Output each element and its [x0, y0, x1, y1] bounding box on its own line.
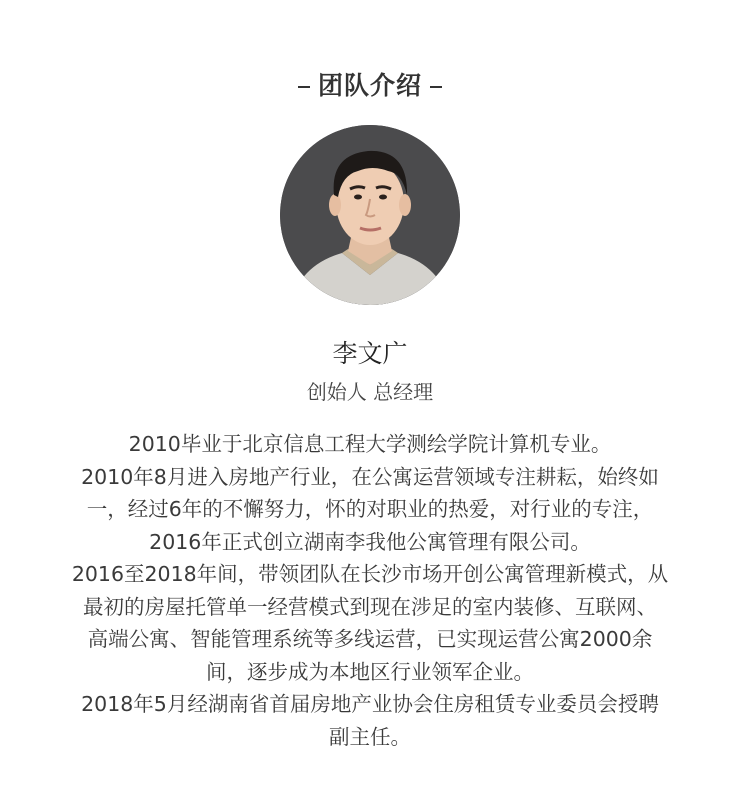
person-name: 李文广	[332, 339, 408, 368]
person-role: 创始人 总经理	[306, 380, 434, 404]
bio-line: 一，经过6年的不懈努力，怀的对职业的热爱，对行业的专注，	[86, 497, 654, 521]
header-dash-left	[298, 86, 310, 88]
section-header	[0, 66, 740, 102]
avatar-portrait	[280, 125, 460, 305]
bio-line: 2016年正式创立湖南李我他公寓管理有限公司。	[149, 529, 591, 554]
section-title: 团队介绍	[317, 71, 422, 100]
bio-line: 2010毕业于北京信息工程大学测绘学院计算机专业。	[128, 432, 612, 456]
bio-line: 最初的房屋托管单一经营模式到现在涉足的室内装修、互联网、	[83, 594, 657, 619]
bio-text	[20, 428, 720, 753]
bio-line: 高端公寓、智能管理系统等多线运营，已实现运营公寓2000余	[87, 627, 653, 651]
header-dash-right	[430, 86, 442, 88]
bio-line: 2016至2018年间，带领团队在长沙市场开创公寓管理新模式，从	[71, 562, 669, 586]
bio-line: 间，逐步成为本地区行业领军企业。	[206, 659, 534, 684]
bio-line: 2018年5月经湖南省首届房地产业协会住房租赁专业委员会授聘	[81, 692, 659, 716]
bio-line: 2010年8月进入房地产行业，在公寓运营领域专注耕耘，始终如	[81, 464, 659, 489]
avatar	[280, 125, 460, 305]
bio-line: 副主任。	[329, 724, 411, 749]
